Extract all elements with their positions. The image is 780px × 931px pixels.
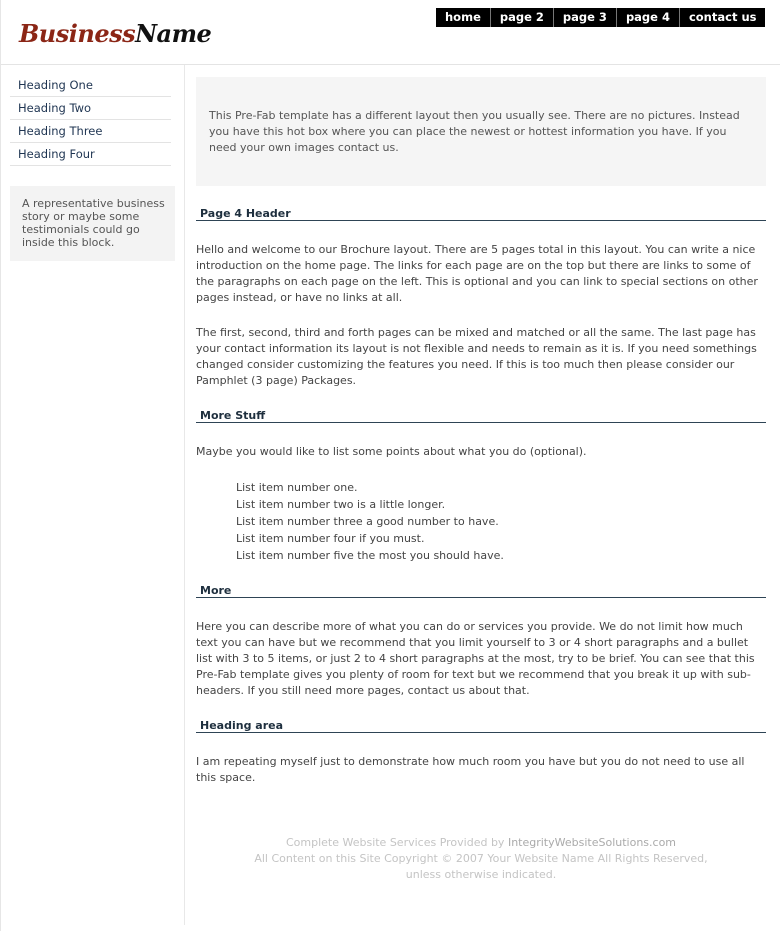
section-more-stuff (196, 409, 766, 423)
header (1, 0, 780, 65)
site-logo[interactable] (19, 19, 212, 48)
testimonial-box: A representative business story or maybe some testimonials could go inside this block. (10, 186, 175, 261)
footer-disclaimer: unless otherwise indicated. (405, 868, 557, 881)
points-list (196, 479, 766, 564)
footer (196, 835, 766, 883)
list-item: List item number four if you must. (236, 532, 425, 545)
more-stuff-paragraph-wrap (196, 444, 766, 460)
side-nav (10, 74, 171, 166)
more-header: More (196, 584, 766, 598)
list-item: List item number three a good number to have. (236, 515, 499, 528)
side-link-heading-two[interactable]: Heading Two (10, 97, 171, 120)
page-4-paragraph-1-wrap (196, 242, 766, 306)
section-heading-area (196, 719, 766, 733)
heading-area-paragraph: I am repeating myself just to demonstrate how much room you have but you do not need to use all this space. (196, 755, 745, 784)
page-4-paragraph-2: The first, second, third and forth pages can be mixed and matched or all the same. The last page has your contact information its layout is not flexible and needs to remain as it is. If you need somethings changed consider customizing the features you need. If this is too much then please consider our Pamphlet (3 page) Packages. (196, 326, 757, 387)
footer-credit-line (196, 835, 766, 851)
side-link-heading-three[interactable]: Heading Three (10, 120, 171, 143)
heading-area-header: Heading area (196, 719, 766, 733)
page-4-paragraph-2-wrap (196, 325, 766, 389)
heading-area-paragraph-wrap (196, 754, 766, 786)
nav-page-2[interactable]: page 2 (491, 8, 554, 27)
side-link-heading-one[interactable]: Heading One (10, 74, 171, 97)
section-more (196, 584, 766, 598)
more-paragraph: Here you can describe more of what you can do or services you provide. We do not limit how much text you can have but we recommend that you limit yourself to 3 or 4 short paragraphs and a bullet list with 3 to 5 items, or just 2 to 4 short paragraphs at the most, try to be brief. You can see that this Pre-Fab template gives you plenty of room for text but we recommend that you break it up with sub-headers. If you still need more pages, contact us about that. (196, 620, 755, 697)
footer-copyright: All Content on this Site Copyright © 2007 Your Website Name All Rights Reserved, (254, 852, 708, 865)
points-list-wrap (196, 479, 766, 564)
top-nav (436, 8, 765, 27)
side-link-heading-four[interactable]: Heading Four (10, 143, 171, 166)
list-item: List item number five the most you should have. (236, 549, 504, 562)
nav-page-3[interactable]: page 3 (554, 8, 617, 27)
sidebar-divider (184, 65, 185, 925)
footer-site-link[interactable]: IntegrityWebsiteSolutions.com (507, 836, 677, 849)
list-item: List item number one. (236, 481, 358, 494)
more-stuff-paragraph: Maybe you would like to list some points about what you do (optional). (196, 445, 587, 458)
section-page-4 (196, 207, 766, 221)
footer-credit-text: Complete Website Services Provided by (285, 836, 508, 849)
nav-page-4[interactable]: page 4 (617, 8, 680, 27)
nav-contact-us[interactable]: contact us (680, 8, 766, 27)
page-4-header: Page 4 Header (196, 207, 766, 221)
nav-home[interactable]: home (436, 8, 491, 27)
more-stuff-header: More Stuff (196, 409, 766, 423)
page-4-paragraph-1: Hello and welcome to our Brochure layout. There are 5 pages total in this layout. You can write a nice introduction on the home page. The links for each page are on the top but there are links to some of the paragraphs on each page on the left. This is optional and you can link to special sections on other pages instead, or have no links at all. (196, 243, 758, 304)
hot-box: This Pre-Fab template has a different layout then you usually see. There are no pictures. Instead you have this hot box where you can place the newest or hottest information you have. If you need your own images contact us. (196, 77, 766, 186)
logo-second-word: Name (135, 19, 212, 48)
logo-first-word: Business (19, 19, 136, 48)
list-item: List item number two is a little longer. (236, 498, 446, 511)
more-paragraph-wrap (196, 619, 766, 699)
